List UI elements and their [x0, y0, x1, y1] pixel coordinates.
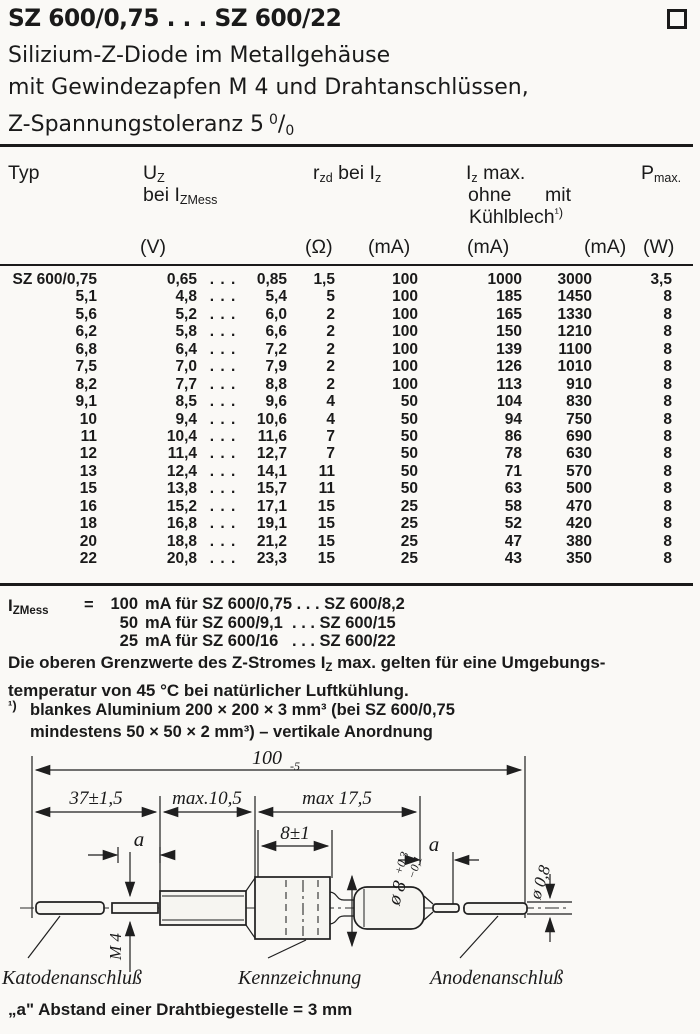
dim-band-8: 8±1 — [280, 823, 310, 844]
cell-pmax: 8 — [663, 462, 672, 480]
cell-iz: 50 — [400, 393, 418, 411]
cell-uzmax: 15,7 — [256, 480, 287, 498]
cell-mit: 420 — [566, 515, 592, 533]
cell-uzmax: 0,85 — [256, 271, 287, 288]
cell-pmax: 8 — [663, 375, 672, 393]
cell-pmax: 8 — [663, 323, 672, 341]
cathode-wire — [36, 902, 104, 914]
cell-pmax: 8 — [663, 427, 672, 445]
dim-a-right: a — [428, 832, 440, 856]
cell-uzmax: 6,6 — [265, 323, 287, 341]
cell-ohne: 63 — [504, 480, 522, 498]
cell-rzd: 7 — [326, 427, 335, 445]
cell-rzd: 2 — [326, 340, 335, 358]
cell-ohne: 43 — [504, 550, 522, 567]
cell-iz: 100 — [392, 271, 418, 288]
cell-rzd: 15 — [317, 532, 335, 550]
rzd-sub2: z — [374, 171, 382, 185]
unit-w: (W) — [643, 236, 675, 258]
table-row — [0, 393, 700, 410]
cell-dots: . . . — [209, 358, 237, 376]
limit-note-line-1 — [8, 652, 605, 680]
cell-pmax: 8 — [663, 550, 672, 567]
subtitle-line-3 — [8, 104, 529, 147]
col-header-typ: Typ — [8, 162, 40, 184]
unit-ma-iz: (mA) — [368, 236, 411, 258]
divider-top — [0, 144, 693, 147]
uz-base: U — [143, 162, 158, 184]
cell-uzmax: 21,2 — [256, 532, 287, 550]
dia-body-sub: −0,1 — [404, 854, 425, 881]
cell-iz: 100 — [392, 340, 418, 358]
footnote-1-mark: ¹) — [8, 698, 17, 713]
col-header-izmax — [466, 162, 525, 185]
anode-wire — [464, 903, 527, 914]
izmess-current-value: 25 — [119, 632, 138, 651]
cell-uzmax: 19,1 — [256, 515, 287, 533]
cell-uzmin: 15,2 — [166, 497, 197, 515]
cell-ohne: 78 — [504, 445, 522, 463]
cell-mit: 830 — [566, 393, 592, 411]
cell-typ: 6,2 — [75, 323, 97, 341]
izmax-rest: max. — [477, 162, 526, 184]
cell-rzd: 2 — [326, 305, 335, 323]
cell-typ: 12 — [79, 445, 97, 463]
cell-mit: 500 — [566, 480, 592, 498]
cell-uzmin: 16,8 — [166, 515, 197, 533]
cell-pmax: 8 — [663, 288, 672, 306]
table-row — [0, 288, 700, 305]
table-row — [0, 341, 700, 358]
cell-typ: 10 — [79, 410, 97, 428]
cell-mit: 910 — [566, 375, 592, 393]
cell-pmax: 8 — [663, 305, 672, 323]
cell-typ: 20 — [79, 532, 97, 550]
cell-uzmax: 7,2 — [265, 340, 287, 358]
cell-mit: 690 — [566, 427, 592, 445]
table-row — [0, 550, 700, 567]
dimension-drawing — [0, 746, 700, 1004]
cell-mit: 1330 — [557, 305, 592, 323]
cell-iz: 100 — [392, 305, 418, 323]
hex-body — [255, 877, 330, 939]
cell-pmax: 8 — [663, 410, 672, 428]
limit-text-a: Die oberen Grenzwerte des Z-Stromes I — [8, 653, 326, 672]
izmess-line — [102, 595, 405, 614]
cell-pmax: 8 — [663, 358, 672, 376]
dim-max-17-5: max 17,5 — [302, 788, 372, 809]
limit-text-b: max. gelten für eine Umgebungs- — [332, 653, 606, 672]
col-header-rzd — [313, 162, 381, 185]
cell-typ: 9,1 — [75, 393, 97, 411]
cell-mit: 3000 — [557, 271, 592, 288]
cell-dots: . . . — [209, 410, 237, 428]
cell-iz: 25 — [400, 550, 418, 567]
table-row — [0, 358, 700, 375]
izmess-label — [8, 596, 49, 617]
cell-ohne: 113 — [496, 375, 522, 393]
table-row — [0, 445, 700, 462]
table-body — [0, 271, 700, 567]
cell-rzd: 15 — [317, 497, 335, 515]
page-title: SZ 600/0,75 . . . SZ 600/22 — [8, 4, 342, 32]
footnote-1-text-1: blankes Aluminium 200 × 200 × 3 mm³ (bei SZ 600/0,75 — [30, 701, 455, 719]
cell-ohne: 71 — [504, 462, 522, 480]
thread-size: M 4 — [106, 933, 125, 960]
dim-a-left: a — [133, 827, 145, 851]
label-anode: Anodenanschluß — [430, 967, 564, 989]
cell-uzmax: 10,6 — [256, 410, 287, 428]
izmess-base: I — [8, 596, 13, 615]
cell-typ: 8,2 — [75, 375, 97, 393]
cell-ohne: 86 — [504, 427, 522, 445]
cell-uzmin: 9,4 — [175, 410, 197, 428]
dim-overall: 100 — [252, 747, 282, 769]
cell-dots: . . . — [209, 480, 237, 498]
izmess-line — [102, 632, 405, 651]
cell-rzd: 1,5 — [313, 271, 335, 288]
cell-typ: 11 — [80, 427, 97, 445]
cell-uzmin: 5,8 — [175, 323, 197, 341]
cell-mit: 350 — [566, 550, 592, 567]
label-cathode: Katodenanschluß — [2, 967, 142, 989]
cell-rzd: 15 — [317, 515, 335, 533]
limit-sub: Z — [325, 662, 333, 674]
izmess-sub: ZMess — [12, 605, 49, 617]
percent-numerator: 0 — [268, 112, 278, 128]
unit-ma-mit: (mA) — [584, 236, 627, 258]
uz-cond-sub: ZMess — [179, 193, 218, 207]
cell-dots: . . . — [209, 532, 237, 550]
cell-mit: 630 — [566, 445, 592, 463]
anode-stub — [433, 904, 459, 912]
dia-body: ø 8 — [383, 878, 412, 908]
footnote-1 — [8, 695, 455, 743]
cell-iz: 25 — [400, 532, 418, 550]
cell-uzmin: 11,4 — [167, 445, 197, 463]
cell-dots: . . . — [209, 375, 237, 393]
kuehlblech-footnote-mark: ¹) — [554, 206, 563, 220]
cell-ohne: 94 — [504, 410, 522, 428]
izmess-range-text: mA für SZ 600/0,75 . . . SZ 600/8,2 — [145, 595, 405, 613]
table-row — [0, 306, 700, 323]
dia-wire: ø 0,8 — [525, 863, 555, 902]
cell-typ: 15 — [79, 480, 97, 498]
unit-ma-ohne: (mA) — [467, 236, 510, 258]
cell-uzmax: 17,1 — [256, 497, 287, 515]
cell-uzmax: 23,3 — [256, 550, 287, 567]
uz-sub: Z — [157, 171, 165, 185]
cell-typ: SZ 600/0,75 — [12, 271, 97, 288]
col-header-uz — [143, 162, 165, 185]
cell-ohne: 1000 — [487, 271, 522, 288]
label-marking: Kennzeichnung — [238, 967, 362, 989]
cell-uzmin: 8,5 — [175, 393, 197, 411]
cell-pmax: 8 — [663, 532, 672, 550]
cell-mit: 1450 — [557, 288, 592, 306]
subtitle — [8, 40, 529, 147]
cell-pmax: 8 — [663, 480, 672, 498]
cell-ohne: 150 — [496, 323, 522, 341]
cell-uzmax: 6,0 — [265, 305, 287, 323]
cell-typ: 16 — [79, 497, 97, 515]
cell-dots: . . . — [209, 340, 237, 358]
col-header-kuehlblech — [469, 206, 563, 229]
cell-mit: 1210 — [557, 323, 592, 341]
cell-iz: 50 — [400, 410, 418, 428]
cell-iz: 50 — [400, 480, 418, 498]
table-row — [0, 533, 700, 550]
table-row — [0, 411, 700, 428]
cell-ohne: 52 — [504, 515, 522, 533]
unit-v: (V) — [140, 236, 166, 258]
izmax-sub: z — [471, 171, 478, 185]
rzd-sub: zd — [319, 171, 333, 185]
table-row — [0, 463, 700, 480]
col-header-mit: mit — [545, 184, 571, 206]
cell-mit: 1010 — [557, 358, 592, 376]
cell-pmax: 3,5 — [650, 271, 672, 288]
pmax-sub: max. — [654, 171, 682, 185]
footnote-1-line-2: mindestens 50 × 50 × 2 mm³) – vertikale Anordnung — [30, 722, 433, 741]
izmess-range-text: mA für SZ 600/9,1 . . . SZ 600/15 — [145, 613, 396, 632]
table-row — [0, 428, 700, 445]
cell-typ: 22 — [79, 550, 97, 567]
col-header-pmax — [641, 162, 681, 185]
izmax-base: I — [466, 162, 472, 184]
cell-iz: 100 — [392, 375, 418, 393]
cell-uzmin: 10,4 — [166, 427, 197, 445]
cell-dots: . . . — [209, 445, 237, 463]
cell-typ: 18 — [79, 515, 97, 533]
pmax-base: P — [641, 162, 655, 184]
bend-distance-note: „a" Abstand einer Drahtbiegestelle = 3 mm — [8, 1000, 353, 1019]
cell-pmax: 8 — [663, 497, 672, 515]
izmess-lines — [102, 595, 405, 651]
footnote-1-line-1 — [8, 695, 455, 722]
cell-pmax: 8 — [663, 515, 672, 533]
cell-rzd: 11 — [318, 462, 335, 480]
cell-ohne: 185 — [496, 288, 522, 306]
limit-note — [8, 652, 605, 701]
cell-rzd: 2 — [326, 323, 335, 341]
uz-cond-base: bei I — [143, 184, 180, 206]
cell-iz: 50 — [400, 427, 418, 445]
table-row — [0, 515, 700, 532]
izmess-current-value: 100 — [110, 595, 138, 613]
cell-rzd: 2 — [326, 375, 335, 393]
cell-uzmin: 5,2 — [175, 305, 197, 323]
cell-rzd: 2 — [326, 358, 335, 376]
cell-uzmin: 13,8 — [166, 480, 197, 498]
cell-typ: 5,6 — [75, 305, 97, 323]
cell-iz: 25 — [400, 497, 418, 515]
cell-uzmax: 9,6 — [265, 393, 287, 411]
cell-pmax: 8 — [663, 445, 672, 463]
checkbox-square-icon — [667, 9, 687, 29]
subtitle-line-2: mit Gewindezapfen M 4 und Drahtanschlüssen, — [8, 75, 529, 100]
table-row — [0, 480, 700, 497]
dia-body-sup: +0,3 — [391, 849, 412, 877]
unit-ohm: (Ω) — [305, 236, 333, 258]
cell-dots: . . . — [209, 427, 237, 445]
cell-mit: 750 — [566, 410, 592, 428]
cell-dots: . . . — [209, 323, 237, 341]
limit-note-line-2: temperatur von 45 °C bei natürlicher Luftkühlung. — [8, 680, 409, 700]
cell-uzmin: 0,65 — [166, 271, 197, 288]
rzd-mid: bei I — [332, 162, 375, 184]
cell-rzd: 15 — [317, 550, 335, 567]
divider-table-bottom — [0, 583, 693, 586]
cell-ohne: 47 — [504, 532, 522, 550]
cell-mit: 380 — [566, 532, 592, 550]
table-row — [0, 271, 700, 288]
cell-typ: 5,1 — [75, 288, 97, 306]
dim-37: 37±1,5 — [69, 788, 123, 809]
cell-mit: 570 — [566, 462, 592, 480]
cell-uzmin: 7,0 — [175, 358, 197, 376]
cell-dots: . . . — [209, 497, 237, 515]
percent-slash: / — [277, 112, 286, 137]
table-row — [0, 498, 700, 515]
dim-max-10-5: max.10,5 — [172, 788, 242, 809]
cell-ohne: 139 — [496, 340, 522, 358]
percent-denominator: 0 — [285, 123, 295, 139]
cell-ohne: 104 — [496, 393, 522, 411]
cell-dots: . . . — [209, 393, 237, 411]
cell-uzmax: 7,9 — [265, 358, 287, 376]
cell-pmax: 8 — [663, 340, 672, 358]
cell-iz: 50 — [400, 462, 418, 480]
cell-dots: . . . — [209, 305, 237, 323]
cell-uzmin: 4,8 — [175, 288, 197, 306]
cell-ohne: 126 — [496, 358, 522, 376]
cell-uzmin: 20,8 — [166, 550, 197, 567]
cell-uzmax: 5,4 — [265, 288, 287, 306]
cell-uzmax: 11,6 — [257, 427, 287, 445]
subtitle-line-1: Silizium-Z-Diode im Metallgehäuse — [8, 43, 391, 68]
izmess-equals: = — [84, 596, 94, 614]
cell-uzmin: 6,4 — [175, 340, 197, 358]
thread-stud — [112, 903, 158, 913]
cell-rzd: 5 — [326, 288, 335, 306]
cell-iz: 100 — [392, 323, 418, 341]
cell-rzd: 4 — [326, 410, 335, 428]
cell-iz: 100 — [392, 358, 418, 376]
cell-rzd: 4 — [326, 393, 335, 411]
col-header-uz-condition — [143, 184, 217, 207]
cell-rzd: 7 — [326, 445, 335, 463]
thread-callout — [106, 933, 125, 961]
cell-typ: 13 — [79, 462, 97, 480]
cell-dots: . . . — [209, 550, 237, 567]
cell-iz: 100 — [392, 288, 418, 306]
cell-uzmin: 18,8 — [166, 532, 197, 550]
cell-ohne: 165 — [496, 305, 522, 323]
cell-uzmax: 8,8 — [265, 375, 287, 393]
cell-ohne: 58 — [504, 497, 522, 515]
cell-rzd: 11 — [318, 480, 335, 498]
cell-dots: . . . — [209, 271, 237, 288]
col-header-ohne: ohne — [468, 184, 512, 206]
cell-pmax: 8 — [663, 393, 672, 411]
table-row — [0, 323, 700, 340]
cell-iz: 50 — [400, 445, 418, 463]
izmess-current-value: 50 — [119, 613, 138, 632]
cell-uzmax: 12,7 — [256, 445, 287, 463]
cell-uzmin: 7,7 — [175, 375, 197, 393]
cell-dots: . . . — [209, 288, 237, 306]
dim-overall-tolerance: -5 — [290, 759, 300, 773]
cell-dots: . . . — [209, 462, 237, 480]
cell-mit: 1100 — [558, 340, 592, 358]
cell-uzmax: 14,1 — [256, 462, 287, 480]
izmess-line — [102, 614, 405, 633]
cell-dots: . . . — [209, 515, 237, 533]
rzd-base: r — [313, 162, 320, 184]
divider-header — [0, 264, 693, 266]
cell-mit: 470 — [566, 497, 592, 515]
table-row — [0, 376, 700, 393]
cell-typ: 6,8 — [75, 340, 97, 358]
izmess-range-text: mA für SZ 600/16 . . . SZ 600/22 — [145, 632, 396, 651]
kuehlblech-base: Kühlblech — [469, 206, 555, 228]
cell-iz: 25 — [400, 515, 418, 533]
cell-typ: 7,5 — [75, 358, 97, 376]
cell-uzmin: 12,4 — [166, 462, 197, 480]
tolerance-text: Z-Spannungstoleranz 5 — [8, 112, 264, 137]
